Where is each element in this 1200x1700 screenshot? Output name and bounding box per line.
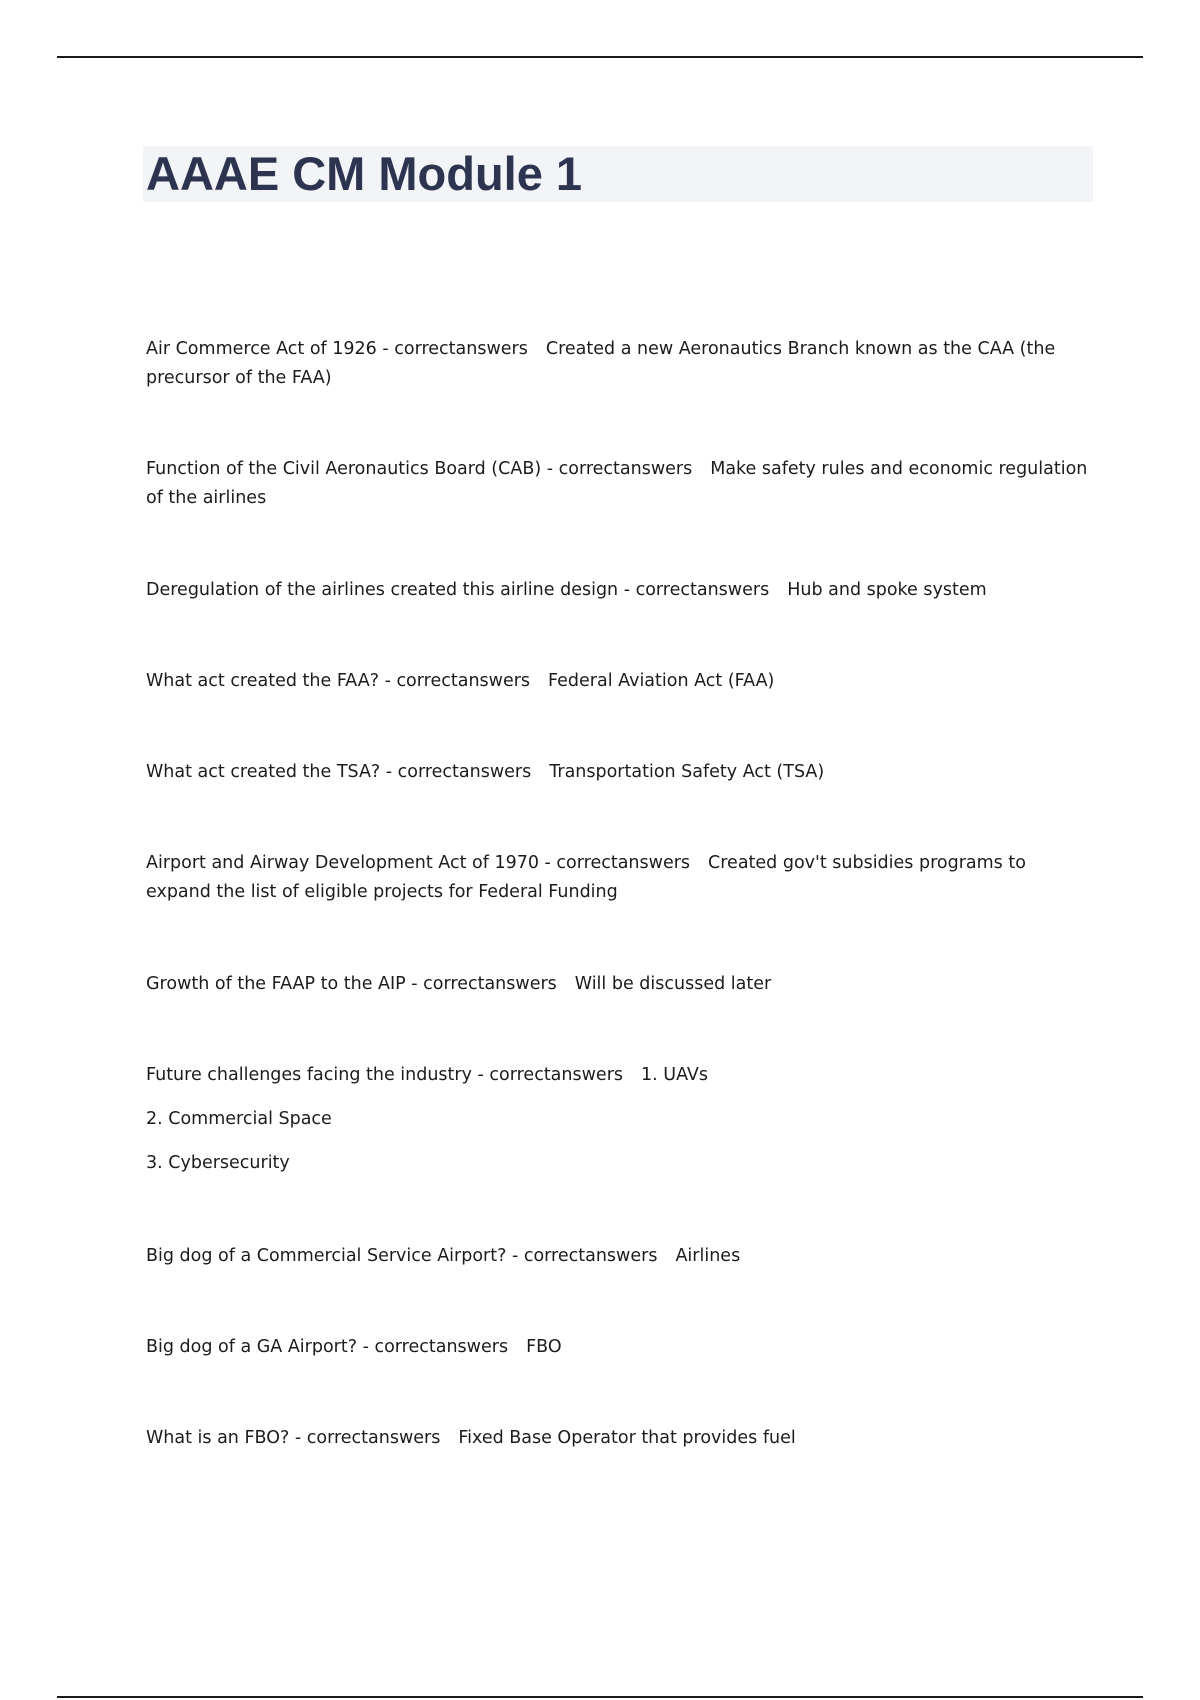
question-text: Future challenges facing the industry xyxy=(146,1065,472,1085)
footer-rule xyxy=(57,1696,1143,1698)
answer-separator: - correctanswers xyxy=(538,853,691,873)
answer-line: 2. Commercial Space xyxy=(146,1109,332,1129)
question-text: Deregulation of the airlines created this airline design xyxy=(146,580,619,600)
question-text: Big dog of a Commercial Service Airport? xyxy=(146,1246,507,1266)
question-text: Big dog of a GA Airport? xyxy=(146,1337,358,1357)
answer-text: Airlines xyxy=(675,1246,741,1266)
qa-item-9 xyxy=(146,1242,1091,1271)
answer-separator: - correctanswers xyxy=(471,1065,624,1085)
qa-item-11 xyxy=(146,1424,1091,1453)
answer-separator: - correctanswers xyxy=(618,580,770,600)
answer-separator: - correctanswers xyxy=(541,459,693,479)
answer-text: Federal Aviation Act (FAA) xyxy=(548,671,775,691)
answer-text: Created a new Aeronautics Branch known as the CAA (the precursor of the FAA) xyxy=(146,339,1056,388)
answer-separator: - correctanswers xyxy=(379,671,531,691)
question-text: Air Commerce Act of 1926 xyxy=(146,339,377,359)
answer-separator: - correctanswers xyxy=(506,1246,658,1266)
qa-item-5 xyxy=(146,758,1091,787)
answer-separator: - correctanswers xyxy=(376,339,528,359)
answer-text: Transportation Safety Act (TSA) xyxy=(549,762,825,782)
qa-item-1 xyxy=(146,335,1091,393)
answer-text: 1. UAVs xyxy=(641,1065,709,1085)
qa-item-8 xyxy=(146,1061,1091,1178)
qa-item-6 xyxy=(146,849,1091,907)
answer-separator: - correctanswers xyxy=(405,974,557,994)
document-title: AAAE CM Module 1 xyxy=(146,147,583,200)
answer-separator: - correctanswers xyxy=(289,1428,441,1448)
qa-item-3 xyxy=(146,576,1091,605)
answer-separator: - correctanswers xyxy=(380,762,532,782)
qa-item-4 xyxy=(146,667,1091,696)
answer-line: 3. Cybersecurity xyxy=(146,1153,290,1173)
answer-text: Hub and spoke system xyxy=(787,580,987,600)
answer-text: Fixed Base Operator that provides fuel xyxy=(458,1428,796,1448)
question-text: Airport and Airway Development Act of 1970 xyxy=(146,853,539,873)
qa-item-2 xyxy=(146,455,1091,513)
answer-text: Make safety rules and economic regulation of the airlines xyxy=(146,459,1088,508)
question-text: What is an FBO? xyxy=(146,1428,290,1448)
question-text: Function of the Civil Aeronautics Board (CAB) xyxy=(146,459,542,479)
answer-text: FBO xyxy=(526,1337,562,1357)
qa-item-7 xyxy=(146,970,1091,999)
answer-separator: - correctanswers xyxy=(357,1337,509,1357)
qa-item-10 xyxy=(146,1333,1091,1362)
question-text: What act created the FAA? xyxy=(146,671,379,691)
header-rule xyxy=(57,56,1143,58)
question-text: Growth of the FAAP to the AIP xyxy=(146,974,406,994)
answer-text: Created gov't subsidies programs to expand the list of eligible projects for Federal Funding xyxy=(146,853,1026,902)
question-text: What act created the TSA? xyxy=(146,762,381,782)
answer-text: Will be discussed later xyxy=(574,974,772,994)
